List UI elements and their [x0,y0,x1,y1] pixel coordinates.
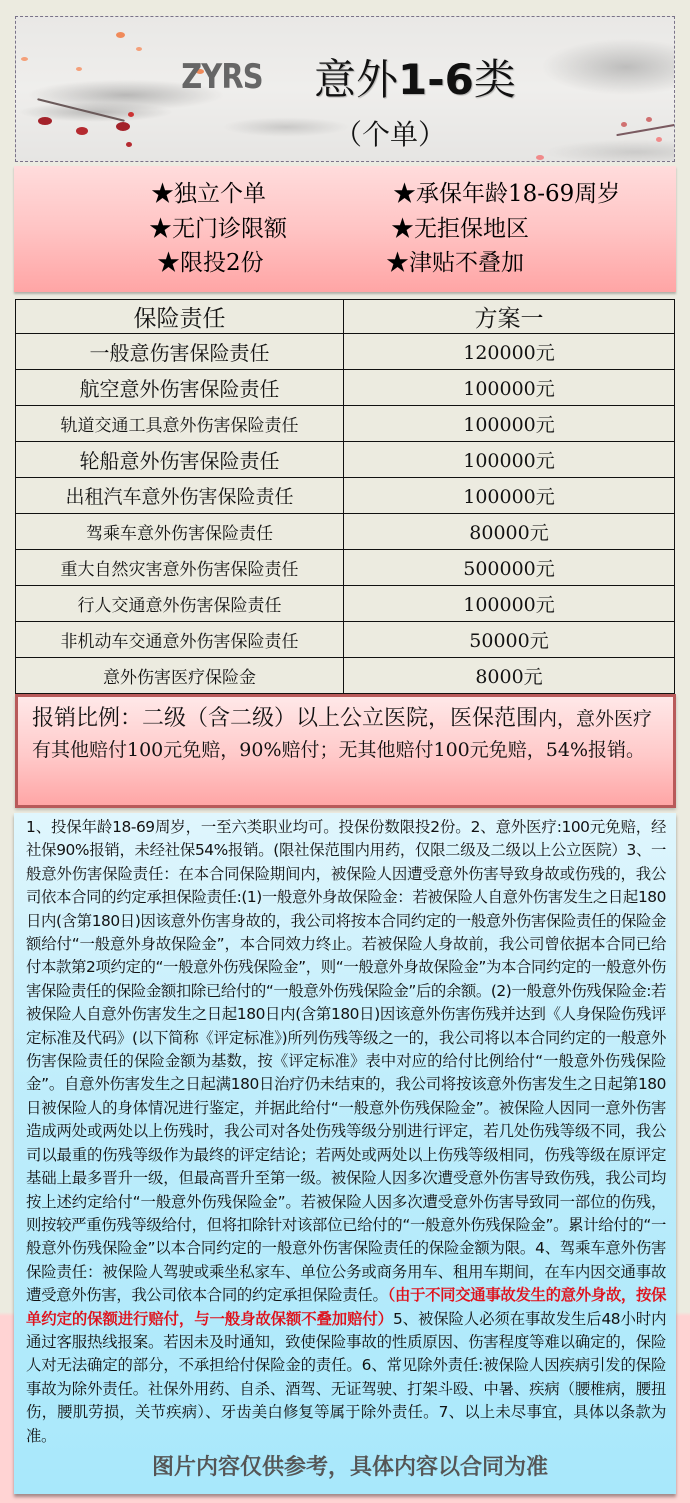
terms-part-2: 5、被保险人必须在事故发生后48小时内通过客服热线报案。若因未及时通知，致使保险事故的性质原因、伤害程度等难以确定的，保险人对无法确定的部分，不承担给付保险金的责任。6、常见除外责任:被保险人因疾病引发的保险事故为除外责任。社保外用药、自杀、酒驾、无证驾驶、打架斗殴、中暑、疾病（腰椎病，腰扭伤，腰肌劳损，关节疾病）、牙齿美白修复等属于除外责任。7、以上未尽事宜，具体以条款为准。 [26,1309,667,1445]
table-row [16,514,675,550]
coverage-amount: 120000元 [344,334,675,370]
table-row [16,370,675,406]
product-name [314,47,516,107]
coverage-amount: 100000元 [344,370,675,406]
coverage-amount: 100000元 [344,478,675,514]
table-row [16,550,675,586]
table-row [16,658,675,694]
feature-item: ★无门诊限额 [149,216,287,242]
coverage-item: 出租汽车意外伤害保险责任 [16,478,344,514]
banner-subtitle: （个单） [333,118,446,151]
column-header-plan-one: 方案一 [344,300,675,334]
coverage-item: 驾乘车意外伤害保险责任 [16,514,344,550]
table-row [16,406,675,442]
coverage-item: 航空意外伤害保险责任 [16,370,344,406]
reimbursement-lead: 报销比例：二级（含二级）以上公立医院，医保范围 [32,706,539,731]
coverage-amount: 8000元 [344,658,675,694]
product-range: 1-6 [398,55,474,104]
table-row [16,622,675,658]
table-row [16,442,675,478]
reimbursement-box [15,694,676,808]
feature-item: ★津贴不叠加 [386,250,524,276]
coverage-item: 一般意伤害保险责任 [16,334,344,370]
coverage-amount: 80000元 [344,514,675,550]
disclaimer: 图片内容仅供参考，具体内容以合同为准 [151,1455,548,1480]
coverage-amount: 500000元 [344,550,675,586]
product-prefix: 意外 [314,55,399,104]
header-banner [15,16,675,162]
product-suffix: 类 [473,55,516,104]
coverage-table [15,299,675,694]
terms-highlight: （由于不同交通事故发生的意外身故，按保单约定的保额进行赔付，与一般身故保额不叠加赔付） [26,1286,666,1328]
coverage-amount: 100000元 [344,586,675,622]
feature-item: ★承保年龄18-69周岁 [393,181,621,207]
coverage-item: 意外伤害医疗保险金 [16,658,344,694]
table-row [16,478,675,514]
coverage-item: 重大自然灾害意外伤害保险责任 [16,550,344,586]
coverage-item: 轮船意外伤害保险责任 [16,442,344,478]
banner-title [16,47,674,107]
feature-item: ★无拒保地区 [391,216,529,242]
brand-name: ZYRS [181,57,263,97]
coverage-amount: 50000元 [344,622,675,658]
terms-box [14,813,676,1494]
reimbursement-text [32,703,663,766]
coverage-amount: 100000元 [344,406,675,442]
reimbursement-detail: 内，意外医疗有其他赔付100元免赔，90%赔付；无其他赔付100元免赔，54%报销。 [32,708,653,761]
coverage-item: 非机动车交通意外伤害保险责任 [16,622,344,658]
coverage-item: 轨道交通工具意外伤害保险责任 [16,406,344,442]
table-row [16,586,675,622]
feature-panel [14,166,676,292]
terms-part-1: 1、投保年龄18-69周岁，一至六类职业均可。投保份数限投2份。2、意外医疗:100元免赔，经社保90%报销，未经社保54%报销。(限社保范围内用药，仅限二级及二级以上公立医院）3、一般意外伤害保险责任：在本合同保险期间内，被保险人因遭受意外伤害导致身故或伤残的，我公司依本合同的约定承担保险责任:(1)一般意外身故保险金：若被保险人自意外伤害发生之日起180日内(含第180日)因该意外伤害身故的，我公司将按本合同约定的一般意外伤害保险责任的保险金额给付“一般意外身故保险金”，本合同效力终止。若被保险人身故前，我公司曾依据本合同已给付本款第2项约定的“一般意外伤残保险金”，则“一般意外身故保险金”为本合同约定的一般意外伤害保险责任的保险金额扣除已给付的“一般意外伤残保险金”后的余额。(2)一般意外伤残保险金:若被保险人自意外伤害发生之日起180日内(含第180日)因该意外伤害伤残并达到《人身保险伤残评定标准及代码》(以下简称《评定标准》)所列伤残等级之一的，我公司将以本合同约定的一般意外伤害保险责任的保险金额为基数，按《评定标准》表中对应的给付比例给付“一般意外伤残保险金”。自意外伤害发生之日起满180日治疗仍未结束的，我公司将按该意外伤害发生之日起第180日被保险人的身体情况进行鉴定，并据此给付“一般意外伤残保险金”。被保险人因同一意外伤害造成两处或两处以上伤残时，我公司对各处伤残等级分别进行评定，若几处伤残等级不同，我公司以最重的伤残等级作为最终的评定结论；若两处或两处以上伤残等级相同，伤残等级在原评定基础上最多晋升一级，但最高晋升至第一级。被保险人因多次遭受意外伤害导致伤残，我公司均按上述约定给付“一般意外伤残保险金”。若被保险人因多次遭受意外伤害导致同一部位的伤残，则按较严重伤残等级给付，但将扣除针对该部位已给付的“一般意外伤残保险金”。累计给付的“一般意外伤残保险金”以本合同约定的一般意外伤害保险责任的保险金额为限。4、驾乘车意外伤害保险责任：被保险人驾驶或乘坐私家车、单位公务或商务用车、租用车期间，在车内因交通事故遭受意外伤害，我公司依本合同的约定承担保险责任。 [26,818,666,1305]
terms-text [26,816,666,1448]
table-header-row [16,300,675,334]
table-row [16,334,675,370]
coverage-item: 行人交通意外伤害保险责任 [16,586,344,622]
column-header-coverage: 保险责任 [16,300,344,334]
coverage-amount: 100000元 [344,442,675,478]
feature-item: ★限投2份 [157,250,264,276]
feature-item: ★独立个单 [151,181,266,207]
